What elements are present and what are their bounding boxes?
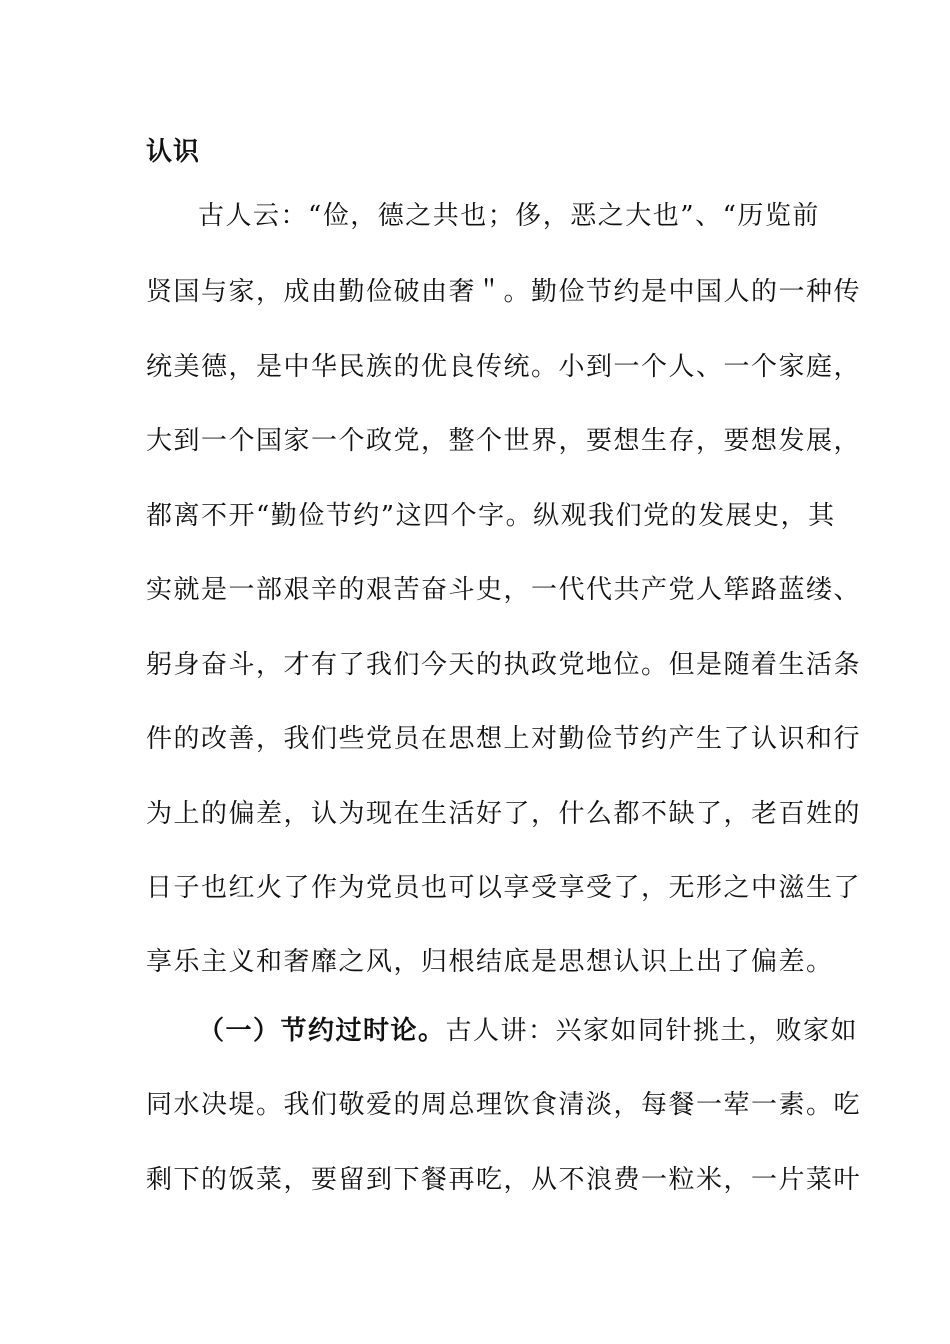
paragraph-line: 为上的偏差，认为现在生活好了，什么都不缺了，老百姓的 [146, 799, 862, 829]
section-title: （一）节约过时论。 [198, 1016, 446, 1046]
paragraph-line: 躬身奋斗，才有了我们今天的执政党地位。但是随着生活条 [146, 650, 862, 680]
section-text: 古人讲：兴家如同针挑土，败家如 [445, 1016, 859, 1046]
section-first-line [198, 1011, 858, 1051]
paragraph-line: 日子也红火了作为党员也可以享受享受了，无形之中滋生了 [146, 873, 862, 903]
paragraph-line: 大到一个国家一个政党，整个世界，要想生存，要想发展， [146, 426, 862, 456]
paragraph-line: 剩下的饭菜，要留到下餐再吃，从不浪费一粒米，一片菜叶 [146, 1165, 862, 1195]
paragraph-line: 古人云：“俭，德之共也；侈，恶之大也”、“历览前 [198, 201, 820, 231]
paragraph-line: 统美德，是中华民族的优良传统。小到一个人、一个家庭， [146, 352, 862, 382]
paragraph-line: 同水决堤。我们敬爱的周总理饮食清淡，每餐一荤一素。吃 [146, 1090, 862, 1120]
paragraph-line: 件的改善，我们些党员在思想上对勤俭节约产生了认识和行 [146, 724, 862, 754]
paragraph-line: 都离不开“勤俭节约”这四个字。纵观我们党的发展史，其 [146, 501, 836, 531]
section-heading: 认识 [146, 137, 201, 167]
paragraph-line: 贤国与家，成由勤俭破由奢＂。勤俭节约是中国人的一种传 [146, 277, 862, 307]
paragraph-line: 实就是一部艰辛的艰苦奋斗史，一代代共产党人筚路蓝缕、 [146, 575, 862, 605]
paragraph-line: 享乐主义和奢靡之风，归根结底是思想认识上出了偏差。 [146, 947, 834, 977]
